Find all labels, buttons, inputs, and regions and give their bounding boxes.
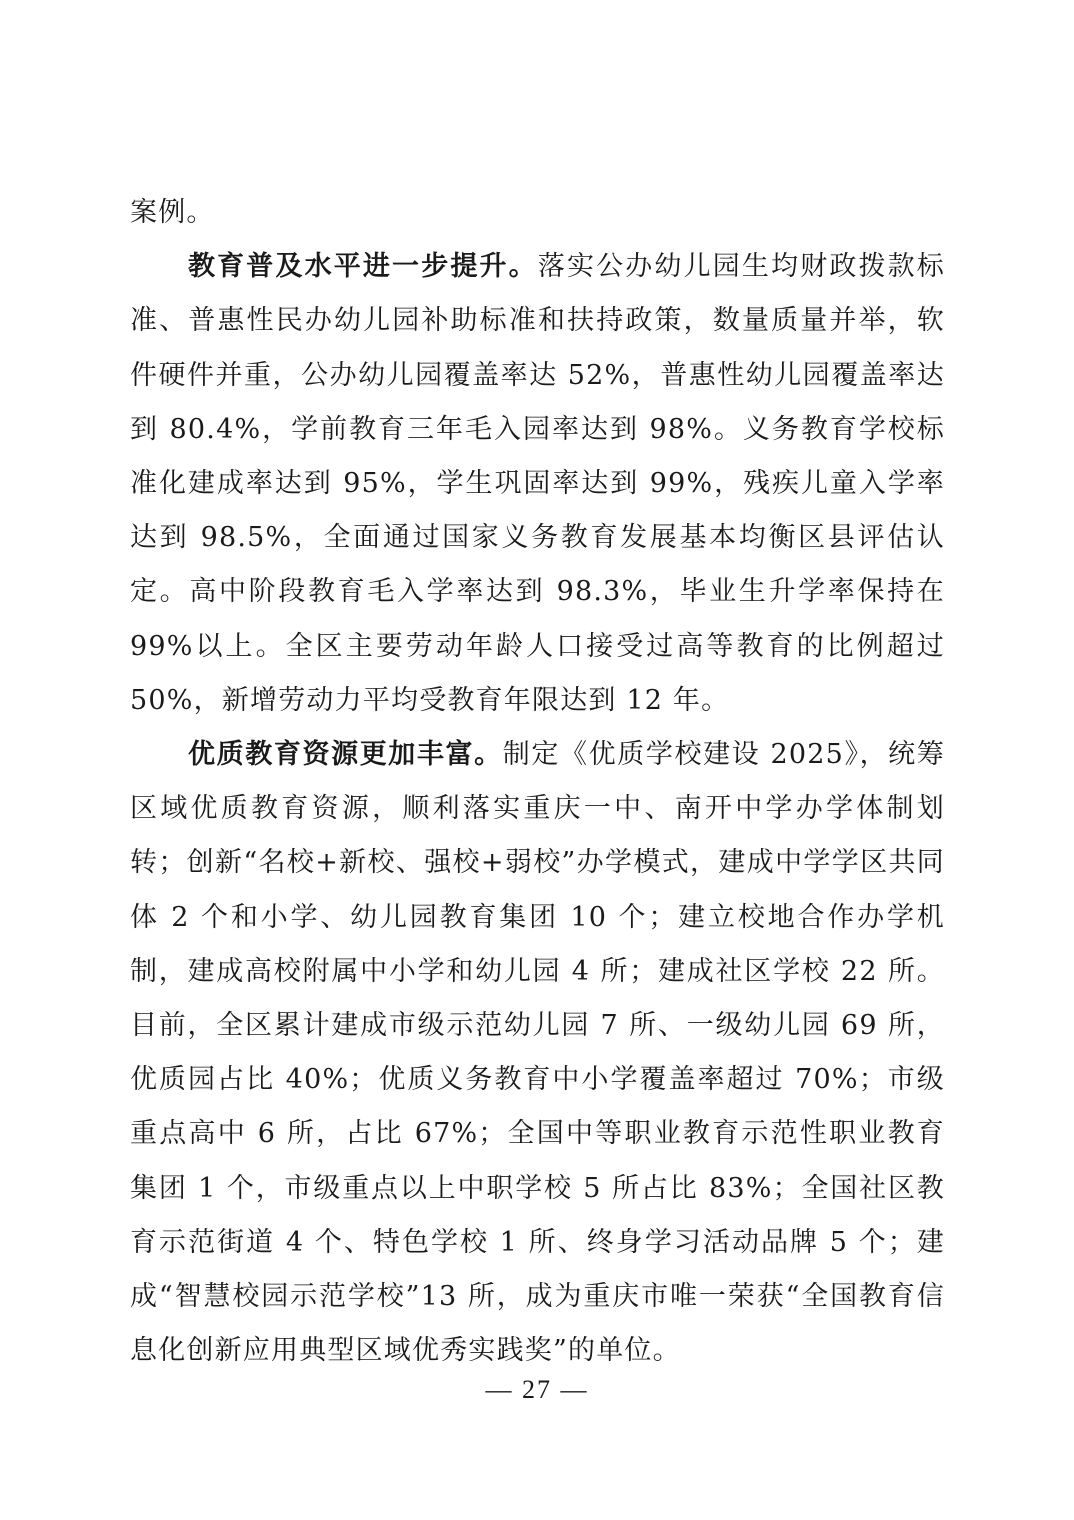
document-body xyxy=(130,186,945,1378)
paragraph-heading: 教育普及水平进一步提升。 xyxy=(188,251,538,283)
paragraph-continuation xyxy=(130,186,945,240)
paragraph-heading: 优质教育资源更加丰富。 xyxy=(188,739,503,771)
paragraph-quality-resources xyxy=(130,728,945,1378)
paragraph-text: 制定《优质学校建设 2025》，统筹区域优质教育资源，顺利落实重庆一中、南开中学办学体制划转；创新“名校+新校、强校+弱校”办学模式，建成中学学区共同体 2 个和小学、幼儿园教育集团 10 个；建立校地合作办学机制，建成高校附属中小学和幼儿园 4 所；建成社区学校 22 所。目前，全区累计建成市级示范幼儿园 7 所、一级幼儿园 69 所，优质园占比 40%；优质义务教育中小学覆盖率超过 70%；市级重点高中 6 所，占比 67%；全国中等职业教育示范性职业教育集团 1 个，市级重点以上中职学校 5 所占比 83%；全国社区教育示范街道 4 个、特色学校 1 所、终身学习活动品牌 5 个；建成“智慧校园示范学校”13 所，成为重庆市唯一荣获“全国教育信息化创新应用典型区域优秀实践奖”的单位。 xyxy=(130,739,945,1367)
page-number: — 27 — xyxy=(485,1375,589,1404)
paragraph-text: 案例。 xyxy=(130,197,215,228)
paragraph-education-popularization xyxy=(130,240,945,728)
paragraph-text: 落实公办幼儿园生均财政拨款标准、普惠性民办幼儿园补助标准和扶持政策，数量质量并举，软件硬件并重，公办幼儿园覆盖率达 52%，普惠性幼儿园覆盖率达到 80.4%，学前教育三年毛入园率达到 98%。义务教育学校标准化建成率达到 95%，学生巩固率达到 99%，残疾儿童入学率达到 98.5%，全面通过国家义务教育发展基本均衡区县评估认定。高中阶段教育毛入学率达到 98.3%，毕业生升学率保持在 99%以上。全区主要劳动年龄人口接受过高等教育的比例超过 50%，新增劳动力平均受教育年限达到 12 年。 xyxy=(130,251,945,716)
